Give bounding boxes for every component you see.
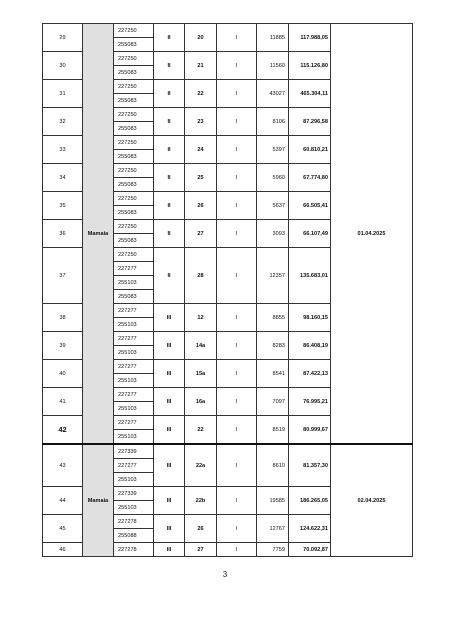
row-number: 37 [43,248,83,304]
class-cell: I [217,416,257,445]
class-cell: I [217,388,257,416]
cadastral-number: 227277 [114,360,154,374]
cadastral-number: 255083 [114,178,154,192]
surface-cell: 11560 [257,52,289,80]
value-cell: 66.107,49 [289,220,331,248]
cadastral-number: 227250 [114,164,154,178]
cadastral-number: 255103 [114,346,154,360]
cadastral-number: 255083 [114,234,154,248]
category-cell: III [154,360,185,388]
lot-cell: 24 [185,136,217,164]
row-number: 32 [43,108,83,136]
lot-cell: 14a [185,332,217,360]
cadastral-number: 227277 [114,388,154,402]
cadastral-number: 227277 [114,416,154,430]
date-cell: 01.04.2025 [331,24,413,445]
row-number: 46 [43,543,83,557]
class-cell: I [217,164,257,192]
cadastral-number: 227250 [114,192,154,206]
surface-cell: 8519 [257,416,289,445]
value-cell: 80.999,67 [289,416,331,445]
category-cell: II [154,80,185,108]
class-cell: I [217,24,257,52]
value-cell: 124.622,31 [289,515,331,543]
lot-cell: 16a [185,388,217,416]
page-number: 3 [222,570,228,579]
surface-cell: 5397 [257,136,289,164]
cadastral-number: 227339 [114,444,154,459]
value-cell: 98.160,15 [289,304,331,332]
category-cell: II [154,52,185,80]
class-cell: I [217,543,257,557]
row-number: 30 [43,52,83,80]
lot-cell: 22b [185,487,217,515]
lot-cell: 12 [185,304,217,332]
cadastral-number: 255103 [114,374,154,388]
surface-cell: 8106 [257,108,289,136]
lots-table [42,23,413,557]
cadastral-number: 255103 [114,318,154,332]
cadastral-number: 227250 [114,136,154,150]
category-cell: II [154,164,185,192]
class-cell: I [217,248,257,304]
value-cell: 70.092,87 [289,543,331,557]
category-cell: III [154,515,185,543]
category-cell: II [154,24,185,52]
cadastral-number: 255103 [114,473,154,487]
value-cell: 186.265,05 [289,487,331,515]
row-number: 39 [43,332,83,360]
class-cell: I [217,108,257,136]
class-cell: I [217,304,257,332]
cadastral-number: 255088 [114,529,154,543]
table-row [43,24,413,38]
row-number: 43 [43,444,83,487]
cadastral-number: 255103 [114,501,154,515]
cadastral-number: 255083 [114,38,154,52]
cadastral-number: 227278 [114,515,154,529]
cadastral-number: 227339 [114,487,154,501]
cadastral-number: 227277 [114,332,154,346]
value-cell: 66.505,41 [289,192,331,220]
cadastral-number: 255083 [114,290,154,304]
category-cell: II [154,108,185,136]
surface-cell: 5637 [257,192,289,220]
class-cell: I [217,360,257,388]
location-cell: Mamaia [83,24,114,445]
lot-cell: 27 [185,220,217,248]
cadastral-number: 255083 [114,150,154,164]
lot-cell: 22 [185,416,217,445]
location-cell: Mamaia [83,444,114,557]
value-cell: 135.683,01 [289,248,331,304]
cadastral-number: 255083 [114,94,154,108]
category-cell: II [154,136,185,164]
row-number: 31 [43,80,83,108]
row-number: 36 [43,220,83,248]
lot-cell: 26 [185,515,217,543]
class-cell: I [217,444,257,487]
value-cell: 60.810,21 [289,136,331,164]
category-cell: II [154,192,185,220]
value-cell: 465.304,11 [289,80,331,108]
row-number: 38 [43,304,83,332]
cadastral-number: 227277 [114,262,154,276]
lot-cell: 15a [185,360,217,388]
cadastral-number: 227250 [114,52,154,66]
table-row [43,444,413,459]
surface-cell: 11885 [257,24,289,52]
cadastral-number: 227250 [114,24,154,38]
surface-cell: 12767 [257,515,289,543]
lot-cell: 25 [185,164,217,192]
category-cell: III [154,304,185,332]
lot-cell: 28 [185,248,217,304]
cadastral-number: 227250 [114,108,154,122]
class-cell: I [217,192,257,220]
category-cell: III [154,543,185,557]
lot-cell: 26 [185,192,217,220]
surface-cell: 7097 [257,388,289,416]
value-cell: 87.422,13 [289,360,331,388]
category-cell: II [154,220,185,248]
class-cell: I [217,487,257,515]
surface-cell: 8283 [257,332,289,360]
table-body [43,24,413,557]
class-cell: I [217,515,257,543]
cadastral-number: 227250 [114,220,154,234]
category-cell: III [154,416,185,445]
row-number: 44 [43,487,83,515]
category-cell: III [154,388,185,416]
surface-cell: 8610 [257,444,289,487]
row-number: 34 [43,164,83,192]
surface-cell: 8855 [257,304,289,332]
surface-cell: 43027 [257,80,289,108]
cadastral-number: 255083 [114,206,154,220]
cadastral-number: 227277 [114,459,154,473]
value-cell: 86.408,19 [289,332,331,360]
category-cell: III [154,487,185,515]
cadastral-number: 255083 [114,66,154,80]
date-cell: 02.04.2025 [331,444,413,557]
surface-cell: 7759 [257,543,289,557]
cadastral-number: 255083 [114,122,154,136]
lot-cell: 20 [185,24,217,52]
cadastral-number: 255103 [114,402,154,416]
row-number: 33 [43,136,83,164]
surface-cell: 19585 [257,487,289,515]
value-cell: 115.126,80 [289,52,331,80]
value-cell: 117.988,05 [289,24,331,52]
lot-cell: 27 [185,543,217,557]
surface-cell: 3093 [257,220,289,248]
category-cell: III [154,332,185,360]
lot-cell: 21 [185,52,217,80]
class-cell: I [217,52,257,80]
row-number: 45 [43,515,83,543]
cadastral-number: 227277 [114,304,154,318]
value-cell: 81.357,30 [289,444,331,487]
value-cell: 67.774,80 [289,164,331,192]
cadastral-number: 255103 [114,276,154,290]
class-cell: I [217,220,257,248]
surface-cell: 8541 [257,360,289,388]
cadastral-number: 255103 [114,430,154,445]
cadastral-number: 227278 [114,543,154,557]
lot-cell: 22a [185,444,217,487]
row-number: 41 [43,388,83,416]
row-number: 40 [43,360,83,388]
category-cell: II [154,248,185,304]
class-cell: I [217,332,257,360]
lot-cell: 23 [185,108,217,136]
category-cell: III [154,444,185,487]
row-number: 35 [43,192,83,220]
cadastral-number: 227250 [114,80,154,94]
surface-cell: 5960 [257,164,289,192]
row-number: 29 [43,24,83,52]
cadastral-number: 227250 [114,248,154,262]
class-cell: I [217,136,257,164]
surface-cell: 12357 [257,248,289,304]
row-number: 42 [43,416,83,445]
class-cell: I [217,80,257,108]
value-cell: 87.296,58 [289,108,331,136]
value-cell: 76.995,21 [289,388,331,416]
lot-cell: 22 [185,80,217,108]
